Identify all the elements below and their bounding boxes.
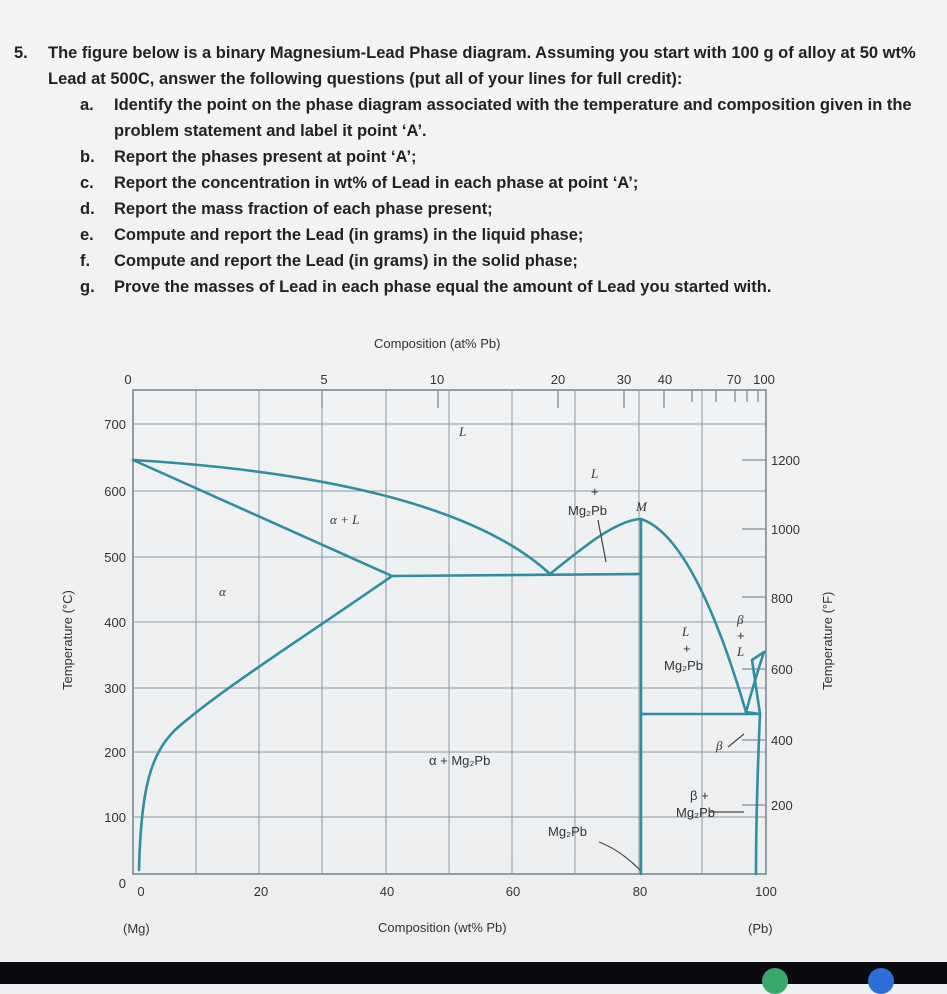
- phase-diagram-svg: [0, 300, 947, 960]
- label-l-mg2pb-right-1: L: [682, 624, 690, 639]
- right-tick-labels: [771, 453, 800, 813]
- liquidus-mg2pb-right: [641, 519, 746, 712]
- left-tick-label: 600: [104, 484, 126, 499]
- bottom-tick-label: 60: [505, 884, 521, 899]
- label-alpha: α: [219, 584, 226, 599]
- part-g: [80, 274, 924, 300]
- left-tick-label: 700: [104, 417, 126, 432]
- label-beta-l-3: L: [737, 644, 745, 659]
- bottom-tick-labels: [137, 884, 776, 899]
- top-tick-label: 70: [726, 372, 742, 387]
- left-tick-labels: [104, 417, 126, 891]
- question-header: [14, 40, 924, 92]
- label-beta-l-1: β: [737, 612, 744, 627]
- part-c: [80, 170, 924, 196]
- label-l-mg2pb-right-3: Mg₂Pb: [664, 658, 704, 673]
- question-block: [14, 40, 924, 300]
- left-tick-label: 300: [104, 681, 126, 696]
- left-end-label: (Mg): [123, 921, 150, 936]
- right-end-label: (Pb): [748, 921, 773, 936]
- label-beta-mg2pb-1: β +: [690, 788, 709, 803]
- eutectic-line-1: [392, 574, 641, 576]
- mg2pb-pointer: [598, 520, 606, 562]
- part-letter: d.: [80, 200, 95, 218]
- bottom-tick-label: 40: [379, 884, 395, 899]
- bottom-tick-label: 100: [755, 884, 777, 899]
- left-tick-label: 500: [104, 550, 126, 565]
- top-tick-label: 40: [657, 372, 673, 387]
- part-letter: f.: [80, 252, 91, 270]
- right-tick-label: 1000: [771, 522, 800, 537]
- liquidus-mg2pb-left: [550, 519, 641, 574]
- label-alpha-plus-mg2pb: α + Mg₂Pb: [429, 753, 491, 768]
- solvus-alpha: [139, 576, 392, 870]
- right-tick-label: 600: [771, 662, 793, 677]
- part-text: Report the concentration in wt% of Lead in each phase at point ‘A’;: [114, 174, 639, 192]
- top-axis-title: Composition (at% Pb): [374, 336, 501, 351]
- question-text: The figure below is a binary Magnesium-Lead Phase diagram. Assuming you start with 100 g of alloy at 50 wt% Lead at 500C, answer the following questions (put all of your lines for full credit):: [48, 44, 916, 88]
- right-tick-label: 1200: [771, 453, 800, 468]
- label-beta-l-2: +: [737, 628, 745, 643]
- part-f: [80, 248, 924, 274]
- left-tick-label: 400: [104, 615, 126, 630]
- left-axis-title: Temperature (°C): [60, 590, 75, 690]
- part-letter: g.: [80, 278, 95, 296]
- label-mg2pb-line: Mg₂Pb: [548, 824, 588, 839]
- part-letter: c.: [80, 174, 94, 192]
- part-text: Report the mass fraction of each phase present;: [114, 200, 493, 218]
- taskbar: [0, 962, 947, 984]
- part-text: Compute and report the Lead (in grams) in the liquid phase;: [114, 226, 584, 244]
- part-letter: b.: [80, 148, 95, 166]
- label-beta: β: [716, 738, 723, 753]
- top-tick-marks: [322, 390, 758, 408]
- right-axis-title: Temperature (°F): [820, 591, 835, 690]
- label-alpha-plus-l: α + L: [330, 512, 360, 527]
- beta-solvus: [756, 714, 760, 874]
- part-d: [80, 196, 924, 222]
- question-number: 5.: [14, 44, 28, 62]
- right-tick-label: 800: [771, 591, 793, 606]
- part-b: [80, 144, 924, 170]
- part-text: Identify the point on the phase diagram associated with the temperature and composition given in the problem statement and label it point ‘A’.: [114, 96, 912, 140]
- mg2pb-line-pointer: [599, 842, 640, 870]
- label-beta-mg2pb-2: Mg₂Pb: [676, 805, 716, 820]
- top-tick-label: 100: [753, 372, 775, 387]
- part-text: Compute and report the Lead (in grams) in the solid phase;: [114, 252, 578, 270]
- bottom-tick-label: 0: [137, 884, 145, 899]
- phase-diagram-figure: [0, 300, 947, 960]
- top-tick-labels: [124, 372, 774, 387]
- right-tick-label: 200: [771, 798, 793, 813]
- app-icon[interactable]: [762, 968, 788, 994]
- label-l-mg2pb-right-2: +: [683, 641, 691, 656]
- label-l-mg2pb-mid-3: Mg₂Pb: [568, 503, 608, 518]
- left-tick-label: 0: [118, 876, 126, 891]
- label-l-mg2pb-mid-2: +: [591, 484, 599, 499]
- label-l-mg2pb-mid-1: L: [591, 466, 599, 481]
- right-tick-marks: [742, 460, 766, 805]
- region-labels: [219, 424, 745, 839]
- bottom-axis-title: Composition (wt% Pb): [378, 920, 507, 935]
- part-text: Report the phases present at point ‘A’;: [114, 148, 417, 166]
- top-tick-label: 30: [616, 372, 632, 387]
- bottom-tick-label: 80: [632, 884, 648, 899]
- browser-icon[interactable]: [868, 968, 894, 994]
- part-e: [80, 222, 924, 248]
- top-tick-label: 10: [429, 372, 445, 387]
- bottom-tick-label: 20: [253, 884, 269, 899]
- top-tick-label: 20: [550, 372, 566, 387]
- label-m-point: M: [636, 499, 647, 514]
- part-letter: a.: [80, 96, 94, 114]
- part-text: Prove the masses of Lead in each phase equal the amount of Lead you started with.: [114, 278, 772, 296]
- beta-pointer: [728, 734, 744, 747]
- grid: [133, 390, 766, 874]
- top-tick-label: 0: [124, 372, 132, 387]
- part-a: [80, 92, 924, 144]
- part-letter: e.: [80, 226, 94, 244]
- left-tick-label: 200: [104, 745, 126, 760]
- right-tick-label: 400: [771, 733, 793, 748]
- label-liquid: L: [459, 424, 467, 439]
- top-tick-label: 5: [320, 372, 328, 387]
- left-tick-label: 100: [104, 810, 126, 825]
